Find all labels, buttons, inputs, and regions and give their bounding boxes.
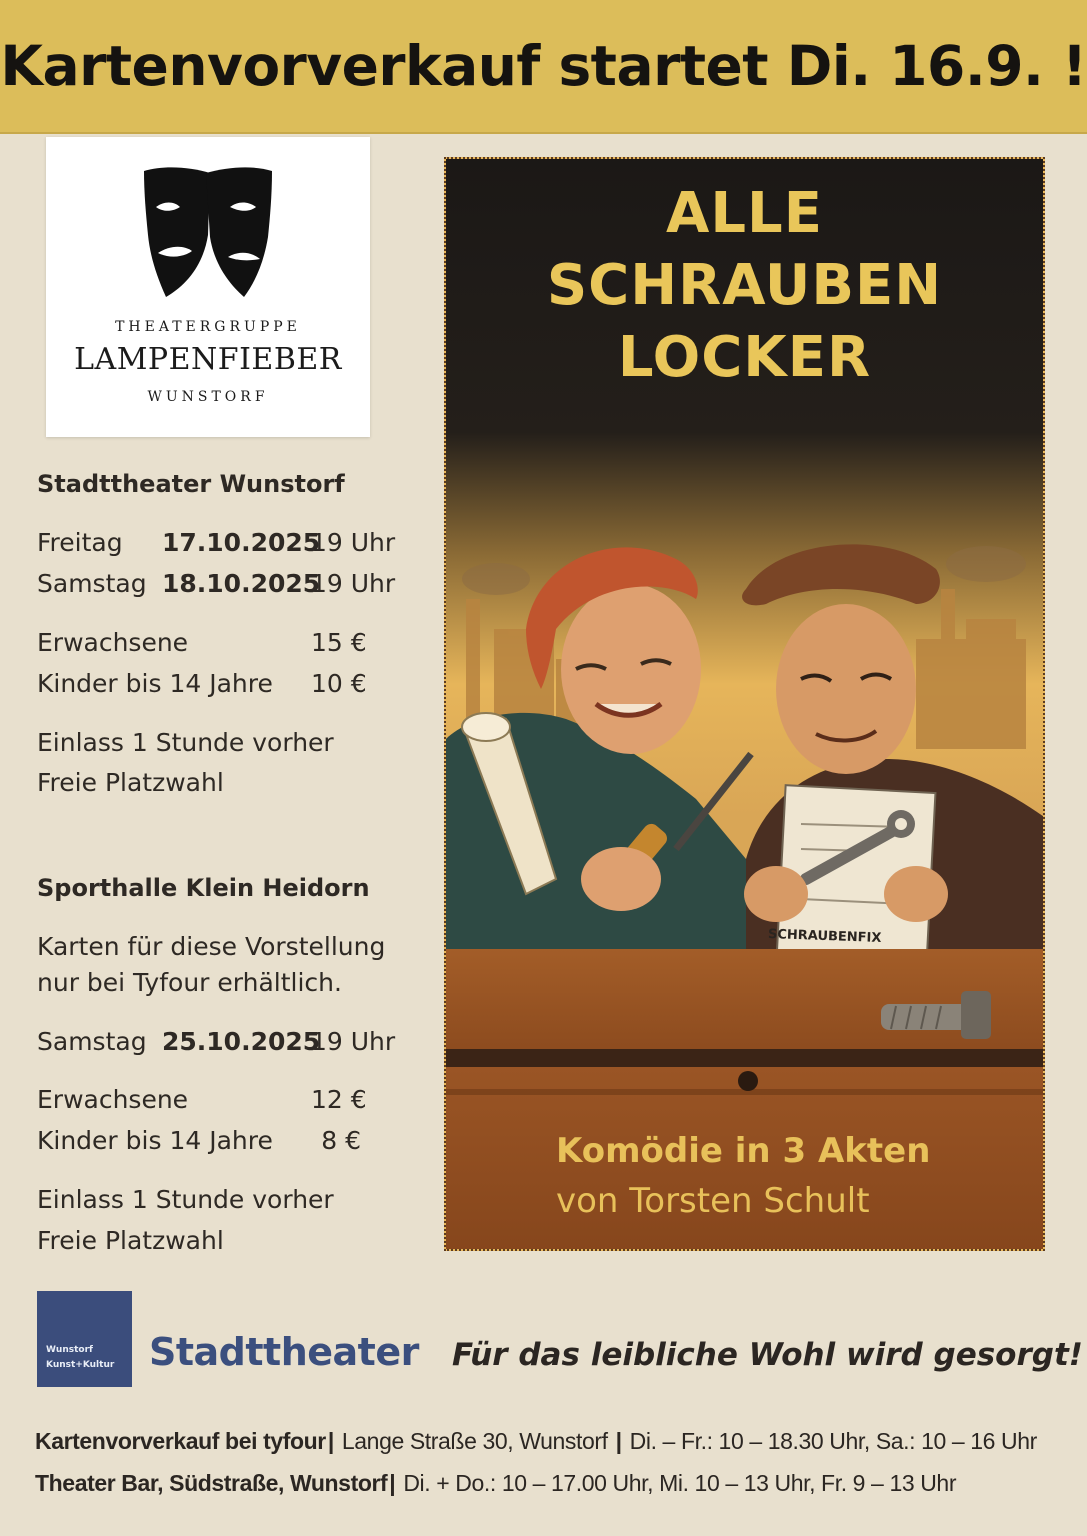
date-time: 19 Uhr: [311, 528, 396, 557]
sales-hours: Di. + Do.: 10 – 17.00 Uhr, Mi. 10 – 13 Uhr, Fr. 9 – 13 Uhr: [403, 1470, 957, 1496]
price-value: 10 €: [311, 669, 367, 698]
play-title-line: ALLE: [666, 181, 823, 246]
sales-location: Theater Bar, Südstraße, Wunstorf: [35, 1470, 388, 1496]
venue-2-name: Sporthalle Klein Heidorn: [37, 874, 370, 902]
price-label: Erwachsene: [37, 1085, 189, 1114]
sales-location: Kartenvorverkauf bei tyfour: [35, 1428, 326, 1454]
top-banner: [0, 0, 1087, 134]
logo-text: Wunstorf: [46, 1345, 93, 1355]
poster-illustration: [446, 159, 1045, 1251]
price-label: Kinder bis 14 Jahre: [37, 669, 273, 698]
date-value: 17.10.2025: [162, 528, 321, 557]
venue-2-note: Freie Platzwahl: [37, 1226, 224, 1255]
date-day: Samstag: [37, 1027, 147, 1056]
theater-logo: [46, 137, 370, 437]
play-title-line: SCHRAUBEN: [546, 253, 943, 318]
logo-text: Kunst+Kultur: [46, 1360, 115, 1370]
date-day: Samstag: [37, 569, 147, 598]
price-value: 8 €: [321, 1126, 361, 1155]
catering-slogan: Für das leibliche Wohl wird gesorgt!: [452, 1337, 1083, 1373]
sign-label: SCHRAUBENFIX: [767, 927, 882, 946]
venue-2-info: Karten für diese Vorstellung: [37, 932, 386, 961]
theater-masks-icon: [144, 165, 272, 299]
sales-line-theaterbar: Theater Bar, Südstraße, Wunstorf| Di. + Do.: 10 – 17.00 Uhr, Mi. 10 – 13 Uhr, Fr. 9 – 13 Uhr: [35, 1470, 957, 1496]
price-label: Erwachsene: [37, 628, 189, 657]
date-value: 18.10.2025: [162, 569, 321, 598]
venue-1-name: Stadttheater Wunstorf: [37, 470, 345, 498]
logo-lampenfieber: LAMPENFIEBER: [74, 342, 342, 377]
kunst-kultur-logo: [37, 1291, 132, 1387]
date-value: 25.10.2025: [162, 1027, 321, 1056]
stadttheater-wordmark: Stadttheater: [149, 1330, 419, 1374]
price-value: 15 €: [311, 628, 367, 657]
venue-2-info: nur bei Tyfour erhältlich.: [37, 968, 342, 997]
presale-headline: Kartenvorverkauf startet Di. 16.9. !: [0, 34, 1087, 98]
venue-2-note: Einlass 1 Stunde vorher: [37, 1185, 334, 1214]
date-time: 19 Uhr: [311, 569, 396, 598]
date-time: 19 Uhr: [311, 1027, 396, 1056]
play-title-line: LOCKER: [617, 325, 872, 390]
logo-theatergruppe: THEATERGRUPPE: [115, 319, 301, 335]
venue-1-note: Einlass 1 Stunde vorher: [37, 728, 334, 757]
play-author: von Torsten Schult: [556, 1181, 870, 1221]
play-genre: Komödie in 3 Akten: [556, 1131, 931, 1171]
sales-line-tyfour: Kartenvorverkauf bei tyfour| Lange Straße 30, Wunstorf | Di. – Fr.: 10 – 18.30 Uhr, Sa.: 10 – 16 Uhr: [35, 1428, 1037, 1454]
sales-hours: Di. – Fr.: 10 – 18.30 Uhr, Sa.: 10 – 16 Uhr: [629, 1428, 1037, 1454]
price-value: 12 €: [311, 1085, 367, 1114]
logo-wunstorf: WUNSTORF: [147, 389, 269, 405]
price-label: Kinder bis 14 Jahre: [37, 1126, 273, 1155]
venue-1-note: Freie Platzwahl: [37, 768, 224, 797]
sales-address: Lange Straße 30, Wunstorf: [341, 1428, 608, 1454]
play-poster: [444, 157, 1045, 1251]
date-day: Freitag: [37, 528, 123, 557]
